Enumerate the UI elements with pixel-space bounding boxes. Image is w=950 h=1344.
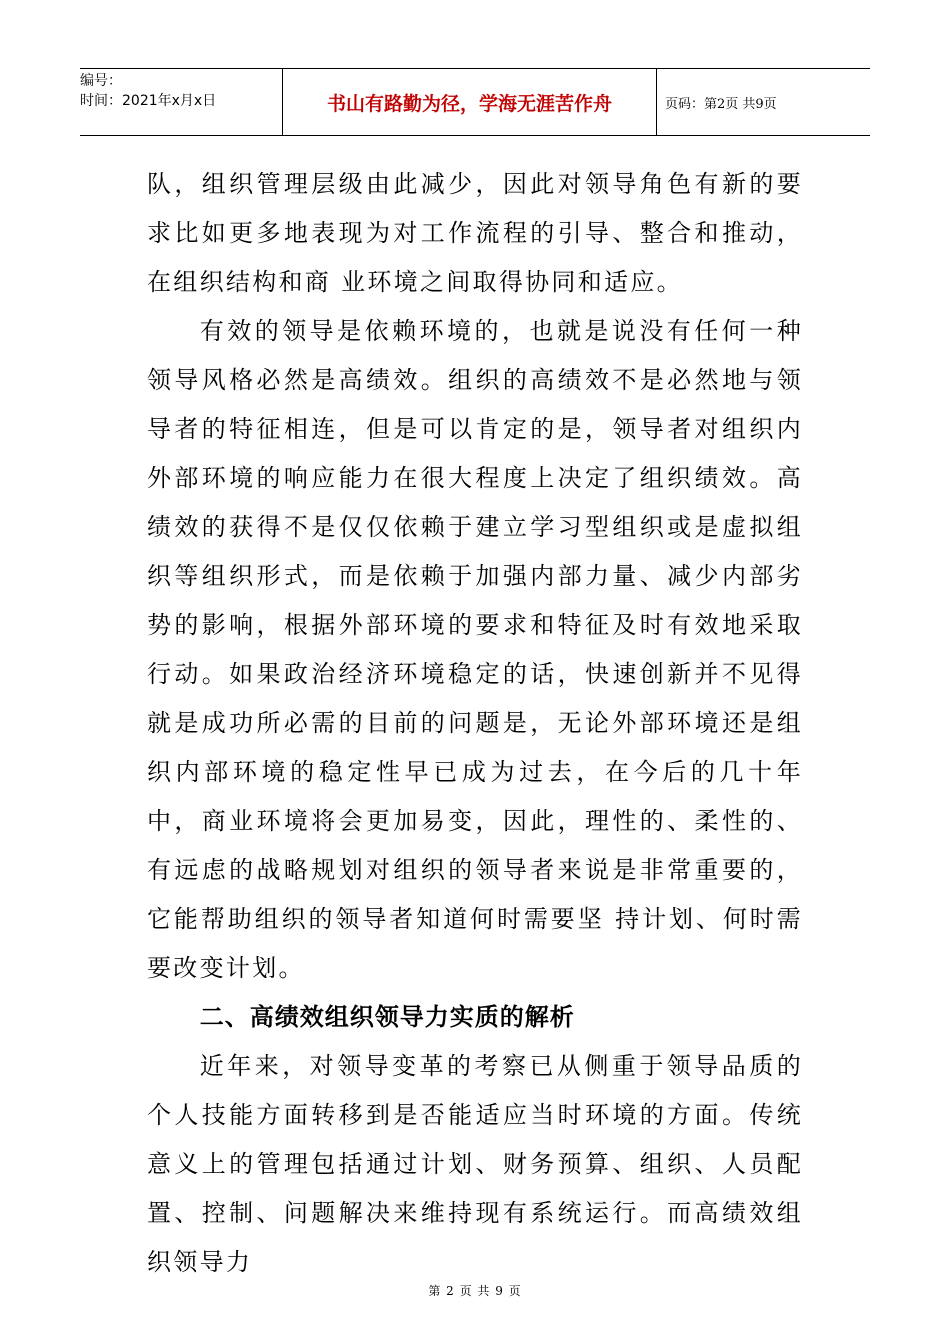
document-body xyxy=(147,160,803,1287)
time-label: 时间：2021年x月x日 xyxy=(80,93,217,109)
paragraph-recent-years: 近年来，对领导变革的考察已从侧重于领导品质的个人技能方面转移到是否能适应当时环境的方面。传统意义上的管理包括通过计划、财务预算、组织、人员配置、控制、问题解决来维持现有系统运行。而高绩效组织领导力 xyxy=(147,1052,803,1276)
page-header xyxy=(80,68,870,136)
paragraph-effective-leadership: 有效的领导是依赖环境的，也就是说没有任何一种领导风格必然是高绩效。组织的高绩效不是必然地与领导者的特征相连，但是可以肯定的是，领导者对组织内外部环境的响应能力在很大程度上决定了组织绩效。高绩效的获得不是仅仅依赖于建立学习型组织或是虚拟组织等组织形式，而是依赖于加强内部力量、减少内部劣势的影响，根据外部环境的要求和特征及时有效地采取行动。如果政治经济环境稳定的话，快速创新并不见得就是成功所必需的目前的问题是，无论外部环境还是组织内部环境的稳定性早已成为过去，在今后的几十年中，商业环境将会更加易变，因此，理性的、柔性的、有远虑的战略规划对组织的领导者来说是非常重要的，它能帮助组织的领导者知道何时需要坚 持计划、何时需要改变计划。 xyxy=(147,317,803,982)
header-motto: 书山有路勤为径，学海无涯苦作舟 xyxy=(282,69,657,135)
header-page-info: 页码：第2页 共9页 xyxy=(665,96,777,112)
paragraph-continued: 队，组织管理层级由此减少，因此对领导角色有新的要求比如更多地表现为对工作流程的引导、整合和推动，在组织结构和商 业环境之间取得协同和适应。 xyxy=(147,170,803,296)
section-heading-2: 二、高绩效组织领导力实质的解析 xyxy=(199,1003,575,1031)
header-meta-cell xyxy=(80,69,282,135)
page-footer: 第 2 页 共 9 页 xyxy=(428,1284,522,1298)
serial-label: 编号： xyxy=(80,73,122,89)
